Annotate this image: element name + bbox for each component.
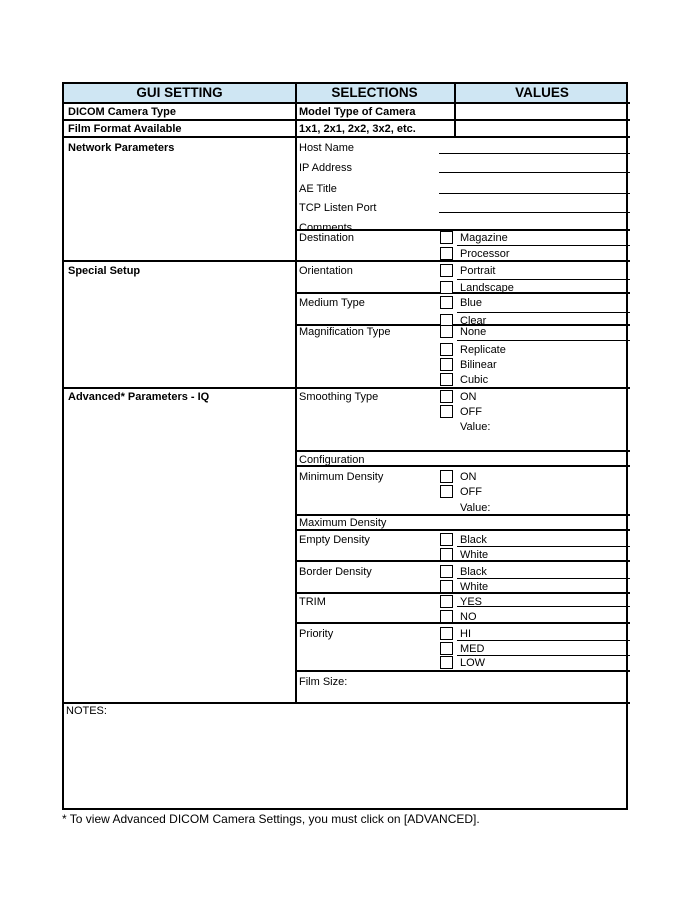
field-label-maximum-density: Maximum Density <box>299 517 387 529</box>
notes-label: NOTES: <box>66 705 107 717</box>
field-label-comments: Comments <box>299 222 353 234</box>
column-header-selections: SELECTIONS <box>331 85 418 100</box>
option-label-empty-black: Black <box>460 534 487 546</box>
field-label-minimum-density: Minimum Density <box>299 471 384 483</box>
row-label-special-setup: Special Setup <box>68 265 141 277</box>
option-underline <box>457 312 630 313</box>
selection-film-formats: 1x1, 2x1, 2x2, 3x2, etc. <box>299 123 416 135</box>
option-label-landscape: Landscape <box>460 282 514 294</box>
field-label-configuration: Configuration <box>299 454 365 466</box>
option-label-min-density-off: OFF <box>460 486 482 498</box>
ip-address-value-line[interactable] <box>439 172 630 173</box>
option-label-priority-med: MED <box>460 643 485 655</box>
bilinear-checkbox[interactable] <box>440 358 453 371</box>
trim-yes-checkbox[interactable] <box>440 595 453 608</box>
option-label-none: None <box>460 326 487 338</box>
option-label-processor: Processor <box>460 248 510 260</box>
smoothing-off-checkbox[interactable] <box>440 405 453 418</box>
option-underline <box>457 640 630 641</box>
notes-area[interactable] <box>64 704 630 812</box>
option-underline <box>457 340 630 341</box>
row-label-advanced-parameters: Advanced* Parameters - IQ <box>68 391 210 403</box>
row-label-film-format: Film Format Available <box>68 123 182 135</box>
column-header-gui-setting: GUI SETTING <box>136 85 223 100</box>
field-label-priority: Priority <box>299 628 334 640</box>
column-header-values: VALUES <box>515 85 569 100</box>
section-border <box>64 387 630 389</box>
option-underline <box>457 606 630 607</box>
min-density-on-checkbox[interactable] <box>440 470 453 483</box>
empty-density-black-checkbox[interactable] <box>440 533 453 546</box>
min-density-value-label: Value: <box>460 502 491 514</box>
min-density-off-checkbox[interactable] <box>440 485 453 498</box>
tcp-listen-port-value-line[interactable] <box>439 212 630 213</box>
none-checkbox[interactable] <box>440 325 453 338</box>
field-label-smoothing-type: Smoothing Type <box>299 391 379 403</box>
row-divider <box>295 670 630 672</box>
advanced-footnote: * To view Advanced DICOM Camera Settings, you must click on [ADVANCED]. <box>62 812 480 826</box>
option-label-blue: Blue <box>460 297 483 309</box>
column-divider-1 <box>295 84 297 702</box>
border-density-black-checkbox[interactable] <box>440 565 453 578</box>
option-label-replicate: Replicate <box>460 344 506 356</box>
selection-model-type: Model Type of Camera <box>299 106 416 118</box>
option-underline <box>457 245 630 246</box>
priority-low-checkbox[interactable] <box>440 656 453 669</box>
field-label-tcp-listen-port: TCP Listen Port <box>299 202 377 214</box>
field-label-medium-type: Medium Type <box>299 297 365 309</box>
smoothing-value-label: Value: <box>460 421 491 433</box>
landscape-checkbox[interactable] <box>440 281 453 294</box>
ae-title-value-line[interactable] <box>439 193 630 194</box>
option-label-priority-low: LOW <box>460 657 486 669</box>
table-header-row <box>64 84 626 102</box>
option-label-border-black: Black <box>460 566 487 578</box>
field-label-empty-density: Empty Density <box>299 534 370 546</box>
priority-med-checkbox[interactable] <box>440 642 453 655</box>
row-label-dicom-camera-type: DICOM Camera Type <box>68 106 176 118</box>
field-label-film-size: Film Size: <box>299 676 348 688</box>
magazine-checkbox[interactable] <box>440 231 453 244</box>
column-divider-2 <box>454 84 456 136</box>
smoothing-on-checkbox[interactable] <box>440 390 453 403</box>
header-bottom-border <box>64 102 630 104</box>
blue-checkbox[interactable] <box>440 296 453 309</box>
portrait-checkbox[interactable] <box>440 264 453 277</box>
option-label-magazine: Magazine <box>460 232 508 244</box>
option-label-min-density-on: ON <box>460 471 477 483</box>
field-label-trim: TRIM <box>299 596 326 608</box>
option-label-clear: Clear <box>460 315 487 327</box>
field-label-ip-address: IP Address <box>299 162 352 174</box>
settings-form-table <box>62 82 628 810</box>
field-label-destination: Destination <box>299 232 355 244</box>
section-border <box>64 260 630 262</box>
option-label-smoothing-off: OFF <box>460 406 482 418</box>
priority-hi-checkbox[interactable] <box>440 627 453 640</box>
option-label-priority-hi: HI <box>460 628 471 640</box>
option-label-bilinear: Bilinear <box>460 359 497 371</box>
host-name-value-line[interactable] <box>439 153 630 154</box>
option-underline <box>457 279 630 280</box>
trim-no-checkbox[interactable] <box>440 610 453 623</box>
field-label-host-name: Host Name <box>299 142 355 154</box>
field-label-ae-title: AE Title <box>299 183 337 195</box>
option-label-cubic: Cubic <box>460 374 489 386</box>
option-label-portrait: Portrait <box>460 265 496 277</box>
replicate-checkbox[interactable] <box>440 343 453 356</box>
processor-checkbox[interactable] <box>440 247 453 260</box>
row-label-network-parameters: Network Parameters <box>68 142 175 154</box>
option-label-trim-no: NO <box>460 611 477 623</box>
cubic-checkbox[interactable] <box>440 373 453 386</box>
border-density-white-checkbox[interactable] <box>440 580 453 593</box>
option-label-empty-white: White <box>460 549 489 561</box>
row-divider <box>295 450 630 452</box>
section-border <box>64 119 630 121</box>
field-label-orientation: Orientation <box>299 265 353 277</box>
option-label-border-white: White <box>460 581 489 593</box>
empty-density-white-checkbox[interactable] <box>440 548 453 561</box>
option-label-trim-yes: YES <box>460 596 483 608</box>
field-label-border-density: Border Density <box>299 566 372 578</box>
section-border <box>64 136 630 138</box>
field-label-magnification-type: Magnification Type <box>299 326 391 338</box>
option-label-smoothing-on: ON <box>460 391 477 403</box>
